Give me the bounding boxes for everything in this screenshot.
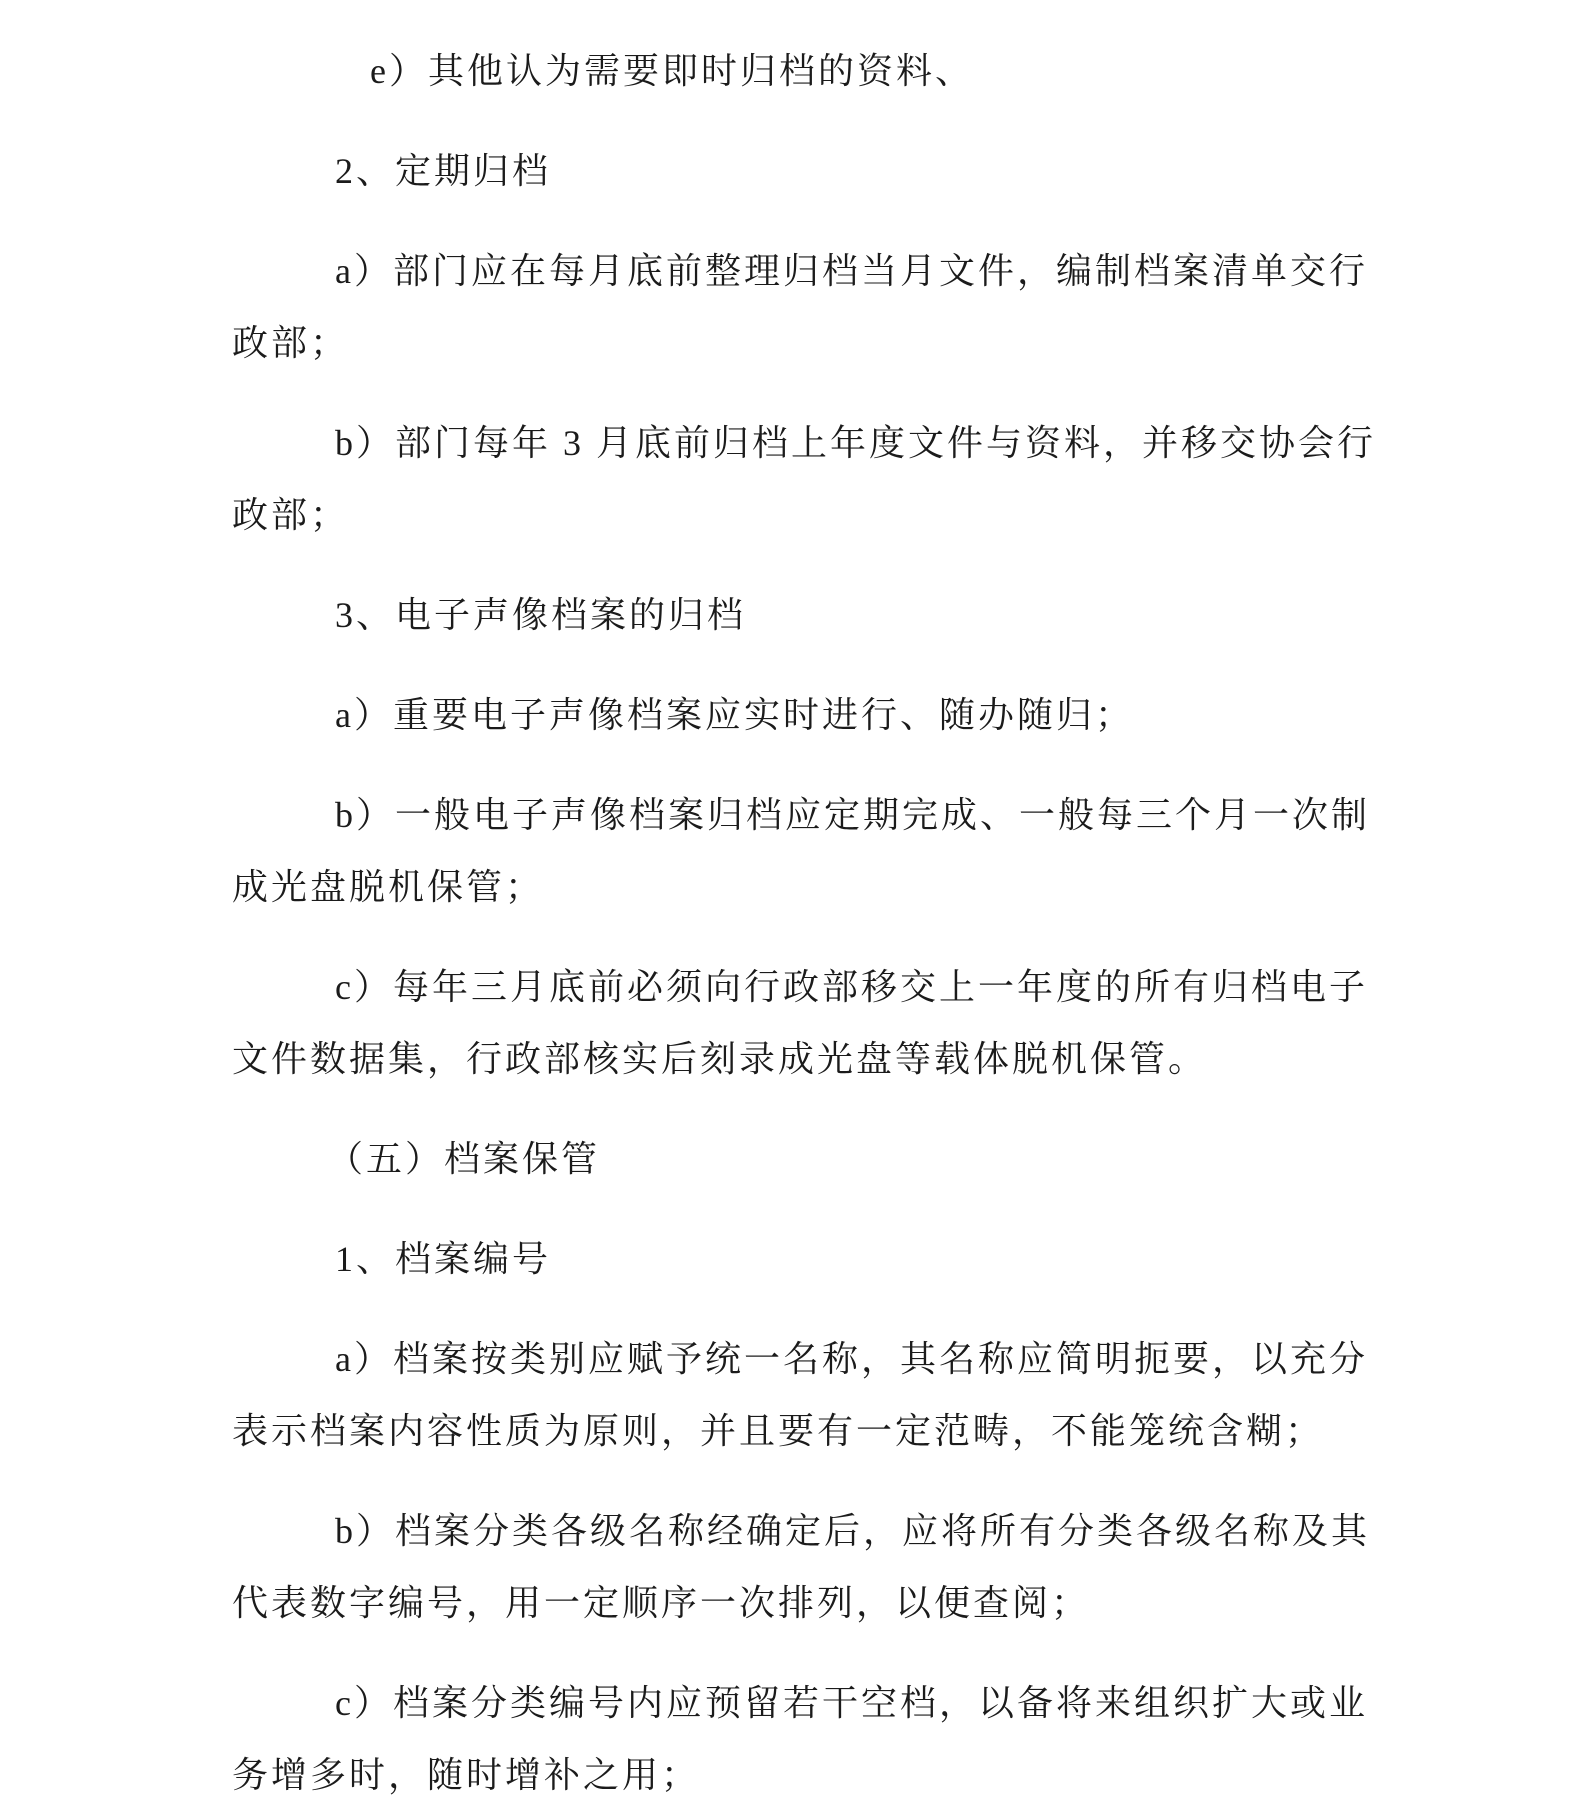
document-body xyxy=(232,35,1377,1817)
para-item-c-reserved-numbers xyxy=(232,1667,1377,1811)
text-line: 文件数据集，行政部核实后刻录成光盘等载体脱机保管。 xyxy=(232,1039,1208,1079)
text-line: a）档案按类别应赋予统一名称，其名称应简明扼要，以充分 xyxy=(335,1339,1368,1379)
para-num-1-archive-numbering xyxy=(232,1223,1377,1295)
text-line: b）一般电子声像档案归档应定期完成、一般每三个月一次制 xyxy=(335,795,1371,835)
para-item-b-numbering-order xyxy=(232,1495,1377,1639)
text-line: a）重要电子声像档案应实时进行、随办随归； xyxy=(335,695,1134,735)
text-line: e）其他认为需要即时归档的资料、 xyxy=(370,51,974,91)
text-line: 政部； xyxy=(232,323,350,363)
para-section-5-archive-keeping xyxy=(232,1123,1377,1195)
para-item-e xyxy=(232,35,1377,107)
text-line: 成光盘脱机保管； xyxy=(232,867,545,907)
text-line: b）部门每年 3 月底前归档上年度文件与资料，并移交协会行 xyxy=(335,423,1377,463)
para-num-2-regular-archiving xyxy=(232,135,1377,207)
text-line: （五）档案保管 xyxy=(327,1139,601,1179)
para-item-b-general-av xyxy=(232,779,1377,923)
text-line: 代表数字编号，用一定顺序一次排列，以便查阅； xyxy=(232,1583,1091,1623)
para-item-a-unified-names xyxy=(232,1323,1377,1467)
text-line: 3、电子声像档案的归档 xyxy=(335,595,747,635)
para-item-a-important-av xyxy=(232,679,1377,751)
text-line: 政部； xyxy=(232,495,350,535)
text-line: 2、定期归档 xyxy=(335,151,552,191)
para-item-a-monthly-filing xyxy=(232,235,1377,379)
text-line: c）每年三月底前必须向行政部移交上一年度的所有归档电子 xyxy=(335,967,1368,1007)
text-line: 表示档案内容性质为原则，并且要有一定范畴，不能笼统含糊； xyxy=(232,1411,1325,1451)
para-num-3-electronic-av-archives xyxy=(232,579,1377,651)
text-line: b）档案分类各级名称经确定后，应将所有分类各级名称及其 xyxy=(335,1511,1371,1551)
para-item-c-annual-transfer xyxy=(232,951,1377,1095)
text-line: 务增多时，随时增补之用； xyxy=(232,1755,701,1795)
para-item-b-annual-filing xyxy=(232,407,1377,551)
text-line: c）档案分类编号内应预留若干空档，以备将来组织扩大或业 xyxy=(335,1683,1368,1723)
text-line: 1、档案编号 xyxy=(335,1239,552,1279)
text-line: a）部门应在每月底前整理归档当月文件，编制档案清单交行 xyxy=(335,251,1368,291)
